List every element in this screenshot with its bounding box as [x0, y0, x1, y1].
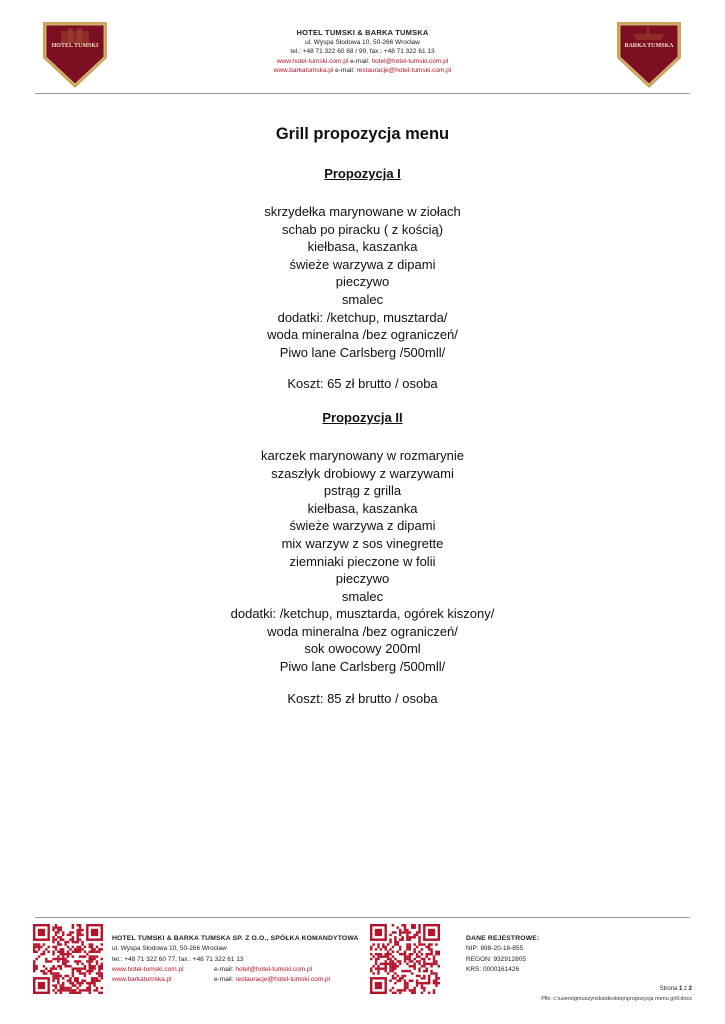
menu-item: pieczywo [335, 571, 390, 587]
menu-content [0, 120, 725, 707]
menu-item: kiełbasa, kaszanka [307, 500, 418, 516]
menu-item: skrzydełka marynowane w ziołach [264, 204, 461, 219]
header-email-hotel[interactable]: hotel@hotel-tumski.com.pl [371, 57, 449, 65]
header-website-hotel[interactable]: www.hotel-tumski.com.pl [276, 57, 349, 65]
menu-item: sok owocowy 200ml [304, 641, 421, 657]
qr-code-right [370, 924, 440, 994]
menu-item: woda mineralna /bez ograniczeń/ [267, 327, 458, 343]
price-per-person: Koszt: 65 zł brutto / osoba [287, 376, 438, 392]
footer-email-label: e-mail: [214, 965, 234, 973]
footer-company-info [112, 934, 372, 985]
price-per-person: Koszt: 85 zł brutto / osoba [287, 690, 438, 706]
menu-item: kiełbasa, kaszanka [307, 239, 418, 255]
qr-code-left [33, 924, 103, 994]
footer-website-barka[interactable]: www.barkatumska.pl [112, 976, 172, 984]
menu-item: mix warzyw z sos vinegrette [281, 535, 444, 551]
menu-item: smalec [341, 291, 384, 307]
header-email-label: e-mail: [350, 57, 370, 65]
footer-divider [35, 917, 690, 918]
file-path: Plik: c:\users\gmuszynska\desktop\propozycja menu grill.docx [541, 996, 692, 1002]
logo-left-text: HOTEL TUMSKI [51, 43, 99, 49]
footer-email-label: e-mail: [214, 976, 234, 984]
footer-company-name: HOTEL TUMSKI & BARKA TUMSKA SP. Z O.O., SPÓŁKA KOMANDYTOWA [112, 935, 359, 942]
header-address: ul. Wyspa Słodowa 10, 50-266 Wrocław [305, 38, 420, 46]
menu-item: pieczywo [335, 274, 390, 290]
header-divider [35, 93, 690, 94]
page-number-prefix: Strona [659, 986, 678, 992]
header-email-restaurant[interactable]: restauracje@hotel-tumski.com.pl [356, 67, 452, 75]
footer-phones: tel.: +48 71 322 60 77, fax.: +48 71 322 61 13 [112, 955, 244, 963]
menu-item: woda mineralna /bez ograniczeń/ [267, 623, 458, 639]
footer-email-hotel[interactable]: hotel@hotel-tumski.com.pl [235, 965, 313, 973]
menu-list-1 [0, 203, 725, 361]
menu-item: pstrąg z grilla [323, 483, 402, 499]
menu-item: Piwo lane Carlsberg /500mll/ [279, 344, 446, 360]
section-title: Propozycja I [324, 166, 401, 181]
menu-list-2 [0, 447, 725, 676]
menu-item: Piwo lane Carlsberg /500mll/ [279, 659, 446, 675]
footer-website-hotel[interactable]: www.hotel-tumski.com.pl [112, 965, 184, 973]
section-title: Propozycja II [322, 409, 403, 425]
footer-email-restaurant[interactable]: restauracje@hotel-tumski.com.pl [235, 976, 331, 984]
hotel-name: HOTEL TUMSKI & BARKA TUMSKA [296, 28, 429, 37]
page-number [660, 986, 692, 992]
registry-title: DANE REJESTROWE: [466, 935, 540, 942]
hotel-tumski-logo [41, 20, 109, 90]
menu-item: schab po piracku ( z kością) [281, 221, 444, 237]
page-number-current: 1 [678, 986, 683, 992]
registry-nip: NIP: 898-20-18-855 [466, 945, 524, 953]
header-email-label: e-mail: [335, 67, 355, 75]
menu-item: szaszłyk drobiowy z warzywami [271, 465, 454, 481]
menu-item: świeże warzywa z dipami [289, 518, 436, 534]
letterhead [200, 28, 525, 76]
document-title: Grill propozycja menu [275, 125, 450, 143]
menu-item: karczek marynowany w rozmarynie [260, 447, 464, 463]
registry-regon: REGON: 932912805 [466, 955, 526, 963]
header-phones: tel.: +48 71 322 60 88 / 99, fax.: +48 71 322 61 13 [290, 48, 435, 56]
registry-krs: KRS: 0000161426 [466, 965, 520, 973]
footer-registry-info [466, 934, 606, 975]
menu-item: smalec [341, 588, 384, 604]
menu-item: dodatki: /ketchup, musztarda/ [277, 309, 448, 325]
page-number-separator: z [683, 986, 687, 992]
logo-right-text: BARKA TUMSKA [624, 43, 674, 49]
menu-item: dodatki: /ketchup, musztarda, ogórek kiszony/ [230, 606, 495, 622]
footer-address: ul. Wyspa Słodowa 10, 50-266 Wrocław [112, 945, 227, 953]
header-website-barka[interactable]: www.barkatumska.pl [273, 67, 334, 75]
menu-item: ziemniaki pieczone w folii [289, 553, 436, 569]
barka-tumska-logo [615, 20, 683, 90]
page-number-total: 2 [688, 986, 692, 992]
menu-item: świeże warzywa z dipami [289, 256, 436, 272]
